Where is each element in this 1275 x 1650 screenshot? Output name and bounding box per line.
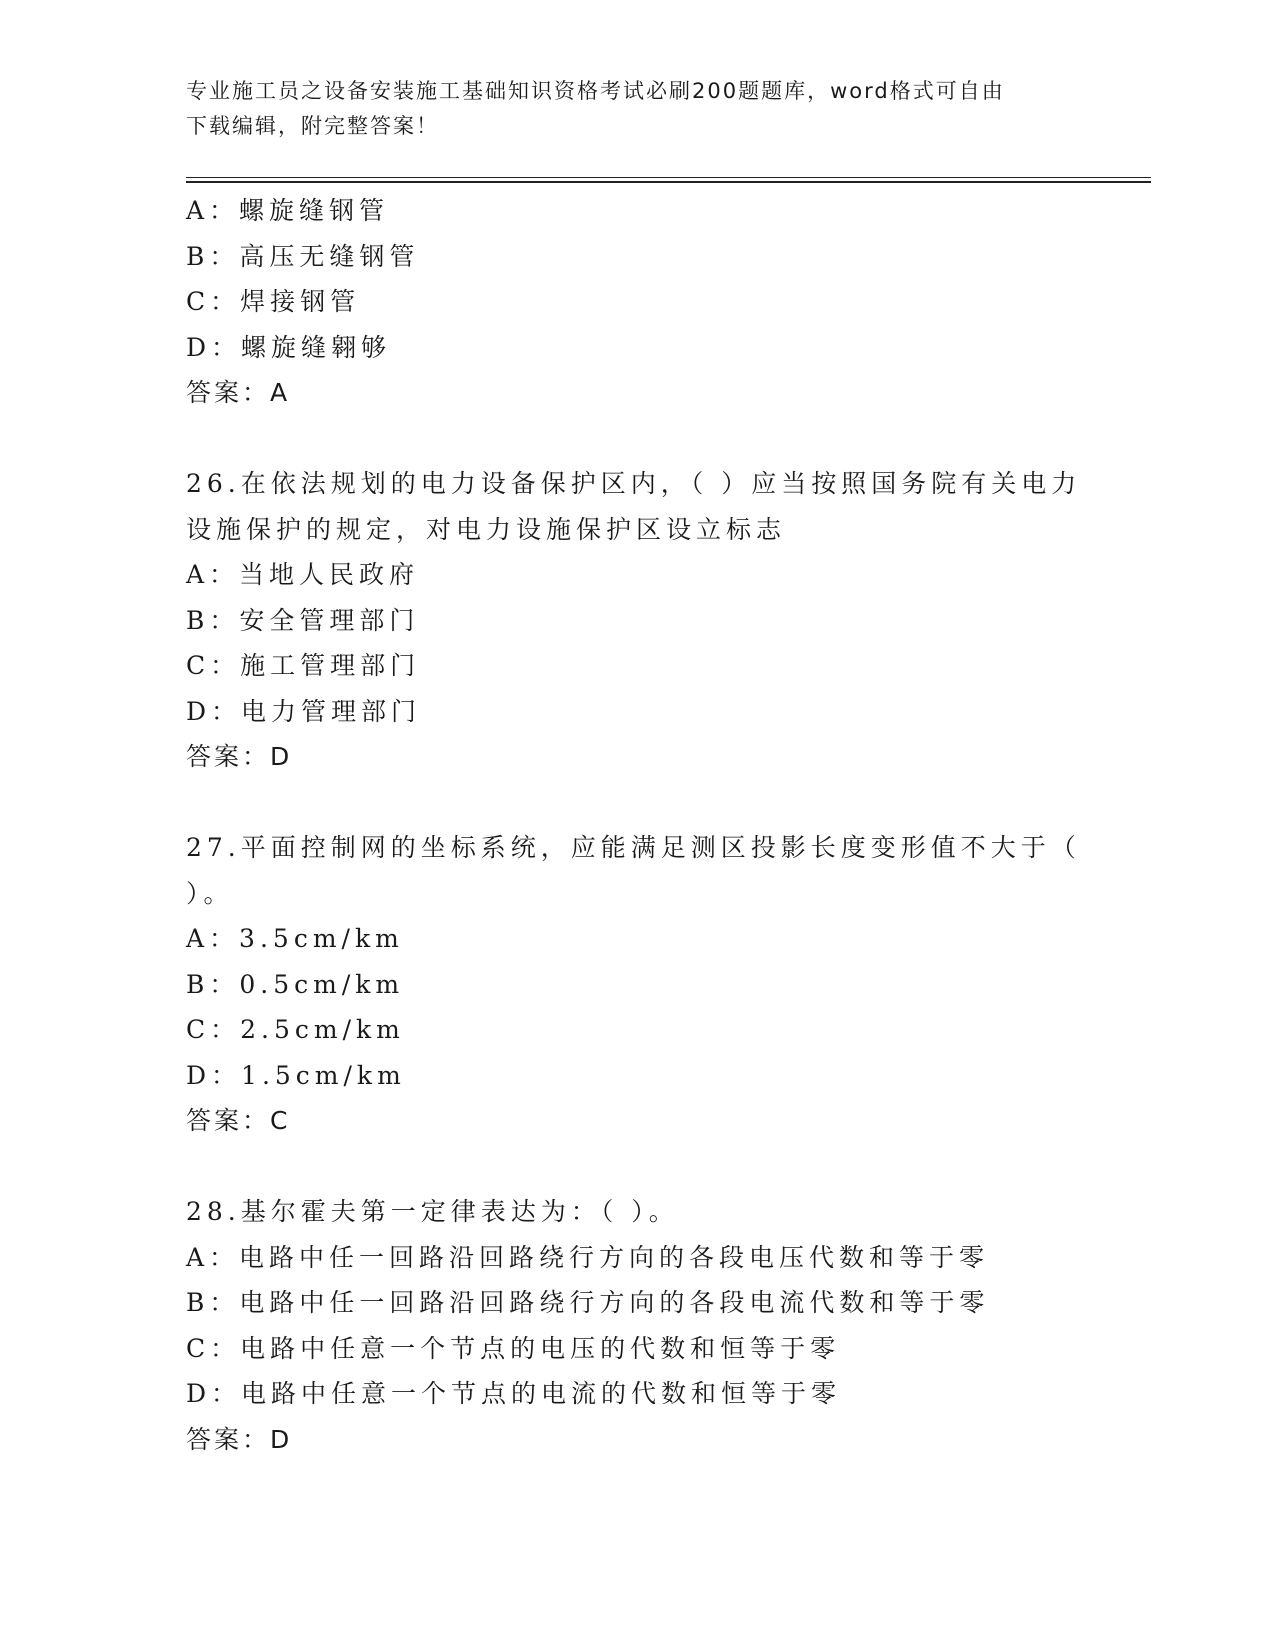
question-28 xyxy=(186,1189,1086,1462)
header-divider-thin xyxy=(186,177,1151,178)
answer-line: 答案：A xyxy=(186,378,291,407)
spacer xyxy=(186,416,1086,462)
question-25 xyxy=(186,188,1086,416)
question-text-line-1: 27.平面控制网的坐标系统，应能满足测区投影长度变形值不大于（ xyxy=(186,833,1081,862)
question-list xyxy=(186,188,1086,1462)
option-c: C：2.5cm/km xyxy=(186,1015,405,1044)
option-a: A：螺旋缝钢管 xyxy=(186,196,390,225)
question-text-line-2: ）。 xyxy=(186,878,234,908)
option-b: B：高压无缝钢管 xyxy=(186,241,420,271)
question-27 xyxy=(186,825,1086,1144)
answer-line: 答案：D xyxy=(186,742,293,771)
option-d: D：电路中任意一个节点的电流的代数和恒等于零 xyxy=(186,1379,842,1408)
option-b: B：0.5cm/km xyxy=(186,969,405,999)
spacer xyxy=(186,1144,1086,1190)
spacer xyxy=(186,780,1086,826)
option-b: B：安全管理部门 xyxy=(186,605,420,635)
question-26 xyxy=(186,461,1086,780)
document-header xyxy=(186,74,1066,144)
header-divider-thick xyxy=(186,181,1151,183)
header-title-line-1: 专业施工员之设备安装施工基础知识资格考试必刷200题题库，word格式可自由 xyxy=(186,79,1005,103)
answer-line: 答案：C xyxy=(186,1106,291,1135)
header-title-line-2: 下载编辑，附完整答案！ xyxy=(186,114,439,138)
question-text-line-2: 设施保护的规定，对电力设施保护区设立标志 xyxy=(186,514,787,544)
option-a: A：电路中任一回路沿回路绕行方向的各段电压代数和等于零 xyxy=(186,1242,990,1272)
option-c: C：焊接钢管 xyxy=(186,287,361,316)
option-d: D：螺旋缝翱够 xyxy=(186,332,392,362)
option-a: A：3.5cm/km xyxy=(186,924,404,953)
option-d: D：1.5cm/km xyxy=(186,1060,406,1090)
option-c: C：电路中任意一个节点的电压的代数和恒等于零 xyxy=(186,1333,841,1363)
question-text-line-1: 28.基尔霍夫第一定律表达为：（ ）。 xyxy=(186,1197,679,1226)
option-a: A：当地人民政府 xyxy=(186,560,420,589)
answer-line: 答案：D xyxy=(186,1424,293,1454)
question-text-line-1: 26.在依法规划的电力设备保护区内，（ ）应当按照国务院有关电力 xyxy=(186,469,1082,498)
option-c: C：施工管理部门 xyxy=(186,651,421,680)
option-b: B：电路中任一回路沿回路绕行方向的各段电流代数和等于零 xyxy=(186,1288,990,1317)
option-d: D：电力管理部门 xyxy=(186,696,422,726)
